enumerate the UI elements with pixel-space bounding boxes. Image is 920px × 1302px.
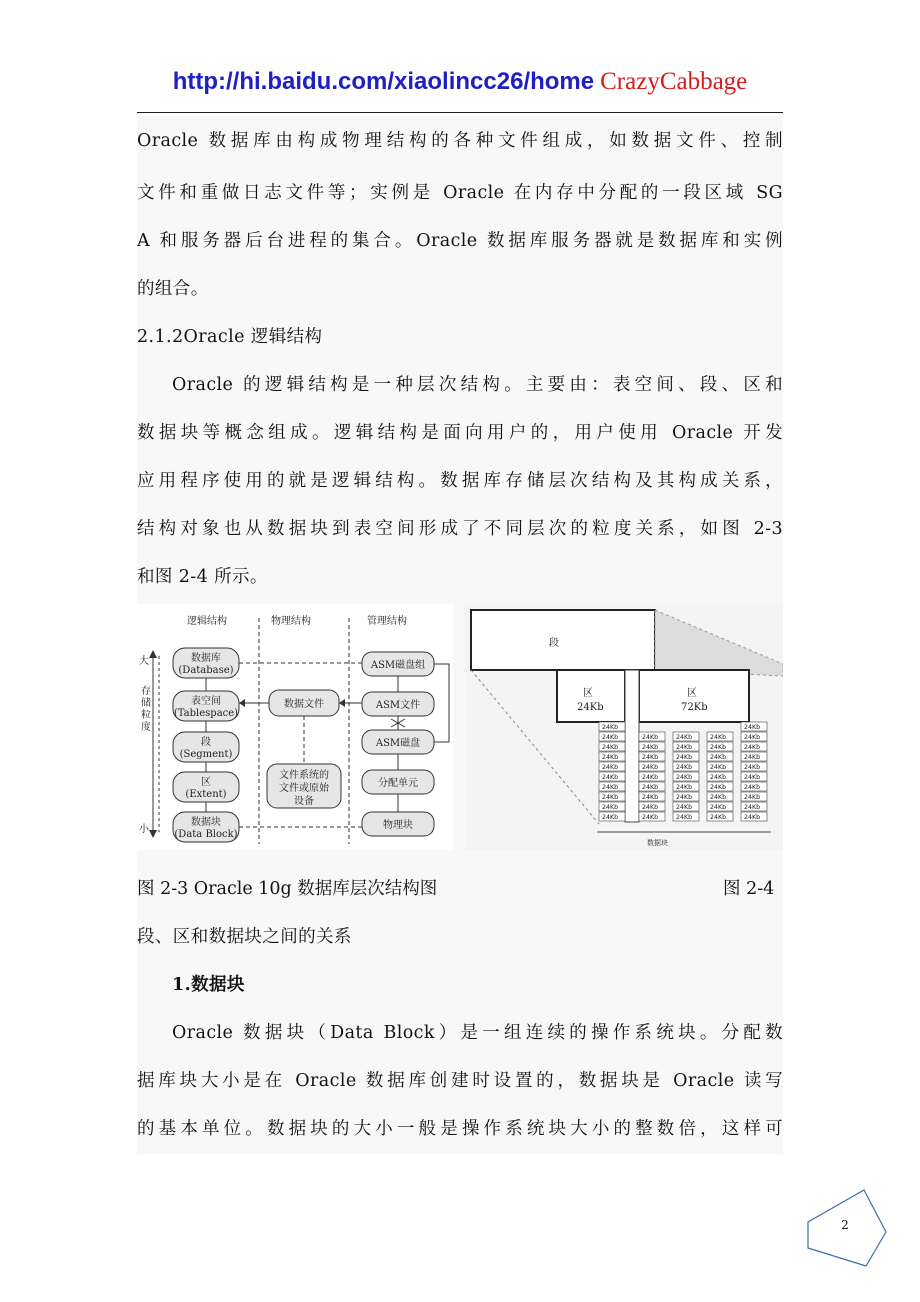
data-block-size-label: 24Kb — [676, 814, 693, 821]
col-logical-label: 逻辑结构 — [187, 616, 227, 627]
data-block-size-label: 24Kb — [744, 754, 761, 761]
data-block-size-label: 24Kb — [676, 804, 693, 811]
paragraph-line: 据库块大小是在 Oracle 数据库创建时设置的，数据块是 Oracle 读写 — [137, 1071, 783, 1091]
svg-text:段: 段 — [201, 737, 211, 748]
figure-2-3-caption: 图 2-3 Oracle 10g 数据库层次结构图 — [137, 879, 438, 899]
svg-text:区: 区 — [583, 688, 593, 699]
data-block-size-label: 24Kb — [602, 764, 619, 771]
data-block-size-label: 24Kb — [642, 774, 659, 781]
physical-datafile — [269, 690, 339, 716]
svg-text:分配单元: 分配单元 — [378, 778, 418, 789]
svg-text:文件系统的: 文件系统的 — [279, 770, 329, 781]
data-block-size-label: 24Kb — [642, 794, 659, 801]
axis-bottom-label: 小 — [139, 824, 149, 835]
figure-2-3 — [137, 604, 453, 850]
svg-text:ASM磁盘组: ASM磁盘组 — [370, 660, 426, 671]
data-block-size-label: 24Kb — [602, 784, 619, 791]
data-block-size-label: 24Kb — [744, 784, 761, 791]
svg-text:72Kb: 72Kb — [681, 702, 708, 713]
data-block-size-label: 24Kb — [676, 794, 693, 801]
data-block-size-label: 24Kb — [744, 724, 761, 731]
paragraph-line: 应用程序使用的就是逻辑结构。数据库存储层次结构及其构成关系， — [137, 471, 783, 491]
figures — [137, 604, 783, 850]
header-brand: CrazyCabbage — [600, 68, 748, 95]
data-block-size-label: 24Kb — [710, 784, 727, 791]
svg-text:24Kb: 24Kb — [577, 702, 604, 713]
svg-text:(Database): (Database) — [178, 665, 234, 676]
data-block-size-label: 24Kb — [642, 744, 659, 751]
paragraph-line: 和图 2-4 所示。 — [137, 567, 268, 587]
paragraph-line: A 和服务器后台进程的集合。Oracle 数据库服务器就是数据库和实例 — [137, 231, 783, 251]
management-allocation-unit — [362, 770, 434, 794]
logical-item-database — [173, 648, 239, 678]
data-block-size-label: 24Kb — [602, 804, 619, 811]
figure-2-4-caption-cont: 段、区和数据块之间的关系 — [137, 927, 352, 947]
paragraph-line: 的组合。 — [137, 279, 209, 299]
section-heading: 1.数据块 — [172, 975, 245, 995]
extent-small — [557, 670, 625, 722]
data-block-size-label: 24Kb — [676, 744, 693, 751]
data-block-size-label: 24Kb — [642, 764, 659, 771]
data-block-size-label: 24Kb — [676, 734, 693, 741]
axis-label-char: 储 — [141, 698, 151, 709]
svg-text:设备: 设备 — [294, 796, 314, 807]
data-block-size-label: 24Kb — [602, 724, 619, 731]
data-block-size-label: 24Kb — [676, 784, 693, 791]
svg-text:文件或原始: 文件或原始 — [279, 783, 329, 794]
paragraph-line: 数据块等概念组成。逻辑结构是面向用户的，用户使用 Oracle 开发 — [137, 423, 783, 443]
col-physical-label: 物理结构 — [271, 616, 311, 627]
paragraph-line: 文件和重做日志文件等；实例是 Oracle 在内存中分配的一段区域 SG — [137, 183, 783, 203]
svg-text:ASM磁盘: ASM磁盘 — [375, 738, 421, 749]
svg-text:(Segment): (Segment) — [179, 749, 233, 760]
data-block-size-label: 24Kb — [744, 794, 761, 801]
axis-label-char: 度 — [141, 722, 151, 733]
svg-text:ASM文件: ASM文件 — [375, 700, 421, 711]
data-block-size-label: 24Kb — [744, 804, 761, 811]
data-block-size-label: 24Kb — [602, 774, 619, 781]
page-number-badge — [806, 1188, 888, 1268]
header-url[interactable]: http://hi.baidu.com/xiaolincc26/home — [172, 68, 595, 95]
svg-text:(Data Block): (Data Block) — [174, 829, 238, 840]
data-block-size-label: 24Kb — [602, 814, 619, 821]
col-management-label: 管理结构 — [367, 616, 407, 627]
page-number: 2 — [841, 1218, 849, 1232]
management-asm-disk — [362, 730, 434, 754]
subsection-title: 2.1.2Oracle 逻辑结构 — [137, 327, 323, 347]
data-block-size-label: 24Kb — [710, 744, 727, 751]
data-block-size-label: 24Kb — [642, 814, 659, 821]
logical-item-tablespace — [173, 691, 239, 721]
svg-text:数据块: 数据块 — [191, 817, 221, 828]
extent-large — [639, 670, 749, 722]
data-block-size-label: 24Kb — [744, 764, 761, 771]
data-block-size-label: 24Kb — [602, 754, 619, 761]
header-rule — [137, 112, 783, 113]
data-block-size-label: 24Kb — [710, 794, 727, 801]
svg-text:段: 段 — [549, 638, 559, 649]
data-block-size-label: 24Kb — [676, 754, 693, 761]
svg-text:区: 区 — [201, 777, 211, 788]
data-block-size-label: 24Kb — [710, 804, 727, 811]
data-block-size-label: 24Kb — [710, 734, 727, 741]
data-block-size-label: 24Kb — [744, 734, 761, 741]
segment-box — [471, 610, 655, 670]
page-header — [0, 68, 920, 96]
svg-text:(Tablespace): (Tablespace) — [173, 708, 239, 719]
svg-text:物理块: 物理块 — [383, 820, 413, 831]
data-block-size-label: 24Kb — [642, 734, 659, 741]
svg-text:表空间: 表空间 — [191, 696, 221, 707]
axis-top-label: 大 — [139, 656, 149, 667]
data-block-size-label: 24Kb — [676, 774, 693, 781]
paragraph-line: Oracle 数据块（Data Block）是一组连续的操作系统块。分配数 — [172, 1023, 783, 1043]
data-block-size-label: 24Kb — [744, 744, 761, 751]
logical-item-segment — [173, 732, 239, 762]
data-block-size-label: 24Kb — [602, 794, 619, 801]
data-block-size-label: 24Kb — [744, 814, 761, 821]
data-block-size-label: 24Kb — [602, 744, 619, 751]
paragraph-line: 结构对象也从数据块到表空间形成了不同层次的粒度关系，如图 2-3 — [137, 519, 783, 539]
svg-text:区: 区 — [687, 688, 697, 699]
management-asm-file — [362, 692, 434, 716]
data-block-size-label: 24Kb — [710, 774, 727, 781]
data-block-label: 数据块 — [647, 839, 668, 847]
data-block-size-label: 24Kb — [602, 734, 619, 741]
management-physical-block — [362, 812, 434, 836]
data-block-size-label: 24Kb — [642, 804, 659, 811]
svg-text:(Extent): (Extent) — [185, 789, 227, 800]
logical-item-extent — [173, 772, 239, 802]
svg-text:数据文件: 数据文件 — [284, 699, 324, 710]
paragraph-line: Oracle 的逻辑结构是一种层次结构。主要由：表空间、段、区和 — [172, 375, 783, 395]
data-block-size-label: 24Kb — [642, 754, 659, 761]
axis-label-char: 粒 — [141, 710, 151, 721]
paragraph-line: 的基本单位。数据块的大小一般是操作系统块大小的整数倍，这样可 — [137, 1119, 783, 1139]
figure-2-4-caption: 图 2-4 — [723, 879, 775, 899]
data-block-size-label: 24Kb — [676, 764, 693, 771]
data-block-size-label: 24Kb — [710, 754, 727, 761]
data-block-size-label: 24Kb — [710, 814, 727, 821]
axis-label-char: 存 — [141, 686, 151, 697]
data-block-size-label: 24Kb — [710, 764, 727, 771]
figure-2-4 — [465, 604, 783, 850]
data-block-size-label: 24Kb — [642, 784, 659, 791]
paragraph-line: Oracle 数据库由构成物理结构的各种文件组成，如数据文件、控制 — [137, 131, 783, 151]
logical-item-data-block — [173, 812, 239, 842]
data-block-size-label: 24Kb — [744, 774, 761, 781]
svg-text:数据库: 数据库 — [191, 653, 221, 664]
physical-filesystem — [267, 764, 341, 808]
management-asm-diskgroup — [362, 652, 434, 676]
